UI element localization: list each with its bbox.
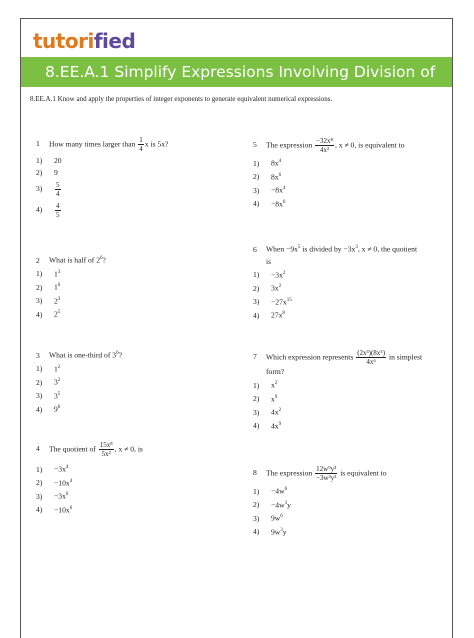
answer-option: 3) $9w^6$ [253,513,283,523]
answer-option: 3) $3^5$ [36,391,61,401]
question-5: 5 The expression $\frac{\text{−32x⁸}}{\text{4x²}}$ , x ≠ 0, is equivalent to 1) $8x^4$ 2) $8x^6$ $3) -8x^4$ $4) -8x^6$ [253,137,405,209]
answer-option: 2) 9 [36,168,58,177]
answer-option: $4) -8x^6$ [253,199,286,209]
worksheet-page [20,18,453,638]
fraction: $\frac{1}{4}$ [139,136,143,153]
answer-option: 1) $1^3$ [36,269,61,279]
answer-option: 2) $x^9$ [253,394,278,404]
answer-option: 2) $8x^6$ [253,172,282,182]
answer-option: $1) -3x^2$ [253,270,286,280]
question-2: 2 What is half of $2^6$? 1) $1^3$ 2) $1^6$ 3) $2^3$ 4) $2^5$ [36,255,106,319]
fraction: $\frac{\text{−32x⁸}}{\text{4x²}}$ [316,137,333,154]
answer-option: 1) 20 [36,156,62,165]
question-4: 4 The quotient of $\frac{\text{15x⁸}}{\text{5x²}}$ , x ≠ 0, is $1) -3x^4$ $2) -10x^4$ $3) -3x^6$ $4) -10x^6$ [36,441,143,515]
answer-option: $3) -3x^6$ [36,491,69,501]
answer-option: 4) $4x^9$ [253,421,282,431]
answer-option: 4) $9w^3y$ [253,527,287,537]
fraction: $\frac{\text{15x⁸}}{\text{5x²}}$ [99,441,113,458]
answer-option: $1) -4w^6$ [253,486,288,496]
answer-option: $3) -8x^4$ [253,185,286,195]
answer-option: 2) $1^6$ [36,282,61,292]
answer-option: 4) $2^5$ [36,309,61,319]
question-8: 8 The expression $\frac{\text{12w⁹y³}}{\text{−3w³y³}}$ is equivalent to $1) -4w^6$ $2) -4w^3y$ 3) $9w^6$ 4) $9w^3y$ [253,465,387,537]
question-6: 6 When $-9x^5$ is divided by $-3x^3$, x ≠ 0, the quotient is $1) -3x^2$ 2) $3x^2$ $3) -27x^{15}$ 4) $27x^8$ [253,244,418,320]
answer-option: 4) $27x^8$ [253,310,285,320]
question-7: 7 Which expression represents $\frac{\text{(2x³)(8x⁵)}}{\text{4x⁶}}$ in simplest form? 1) $x^2$ 2) $x^9$ 3) $4x^2$ 4) $4x^9$ [253,349,423,431]
answer-option: $2) -10x^4$ [36,478,73,488]
tutorified-logo: tutorified [33,29,136,53]
answer-option: $4) -10x^6$ [36,505,73,515]
answer-option: 2) $3^2$ [36,377,61,387]
fraction: $\frac{\text{12w⁹y³}}{\text{−3w³y³}}$ [316,465,337,482]
worksheet-title-banner: 8.EE.A.1 Simplify Expressions Involving Division of [21,57,452,87]
answer-option: $1) -3x^4$ [36,464,69,474]
answer-option: 1) $x^2$ [253,380,278,390]
answer-option: $3) -27x^{15}$ [253,297,292,307]
answer-option: 3) $4x^2$ [253,407,282,417]
answer-option: 1) $1^2$ [36,364,61,374]
question-1: 1 How many times larger than $\frac{1}{4}$ x is 5x? 1) 20 2) 9 3) $\frac{5}{4}$ 4) $\frac{4}{5}$ [36,136,169,219]
answer-option: 2) $3x^2$ [253,283,282,293]
answer-option: 4) $9^6$ [36,404,61,414]
answer-option: $2) -4w^3y$ [253,500,291,510]
answer-option: 1) $8x^4$ [253,158,282,168]
answer-option: 3) $2^3$ [36,296,61,306]
answer-option: 3) $\frac{5}{4}$ [36,181,60,198]
answer-option: 4) $\frac{4}{5}$ [36,202,60,219]
fraction: $\frac{\text{(2x³)(8x⁵)}}{\text{4x⁶}}$ [357,349,386,366]
standard-description: 8.EE.A.1 Know and apply the properties of integer exponents to generate equivalent numerical expressions. [30,95,333,103]
question-3: 3 What is one-third of $3^6$? 1) $1^2$ 2) $3^2$ 3) $3^5$ 4) $9^6$ [36,350,122,414]
